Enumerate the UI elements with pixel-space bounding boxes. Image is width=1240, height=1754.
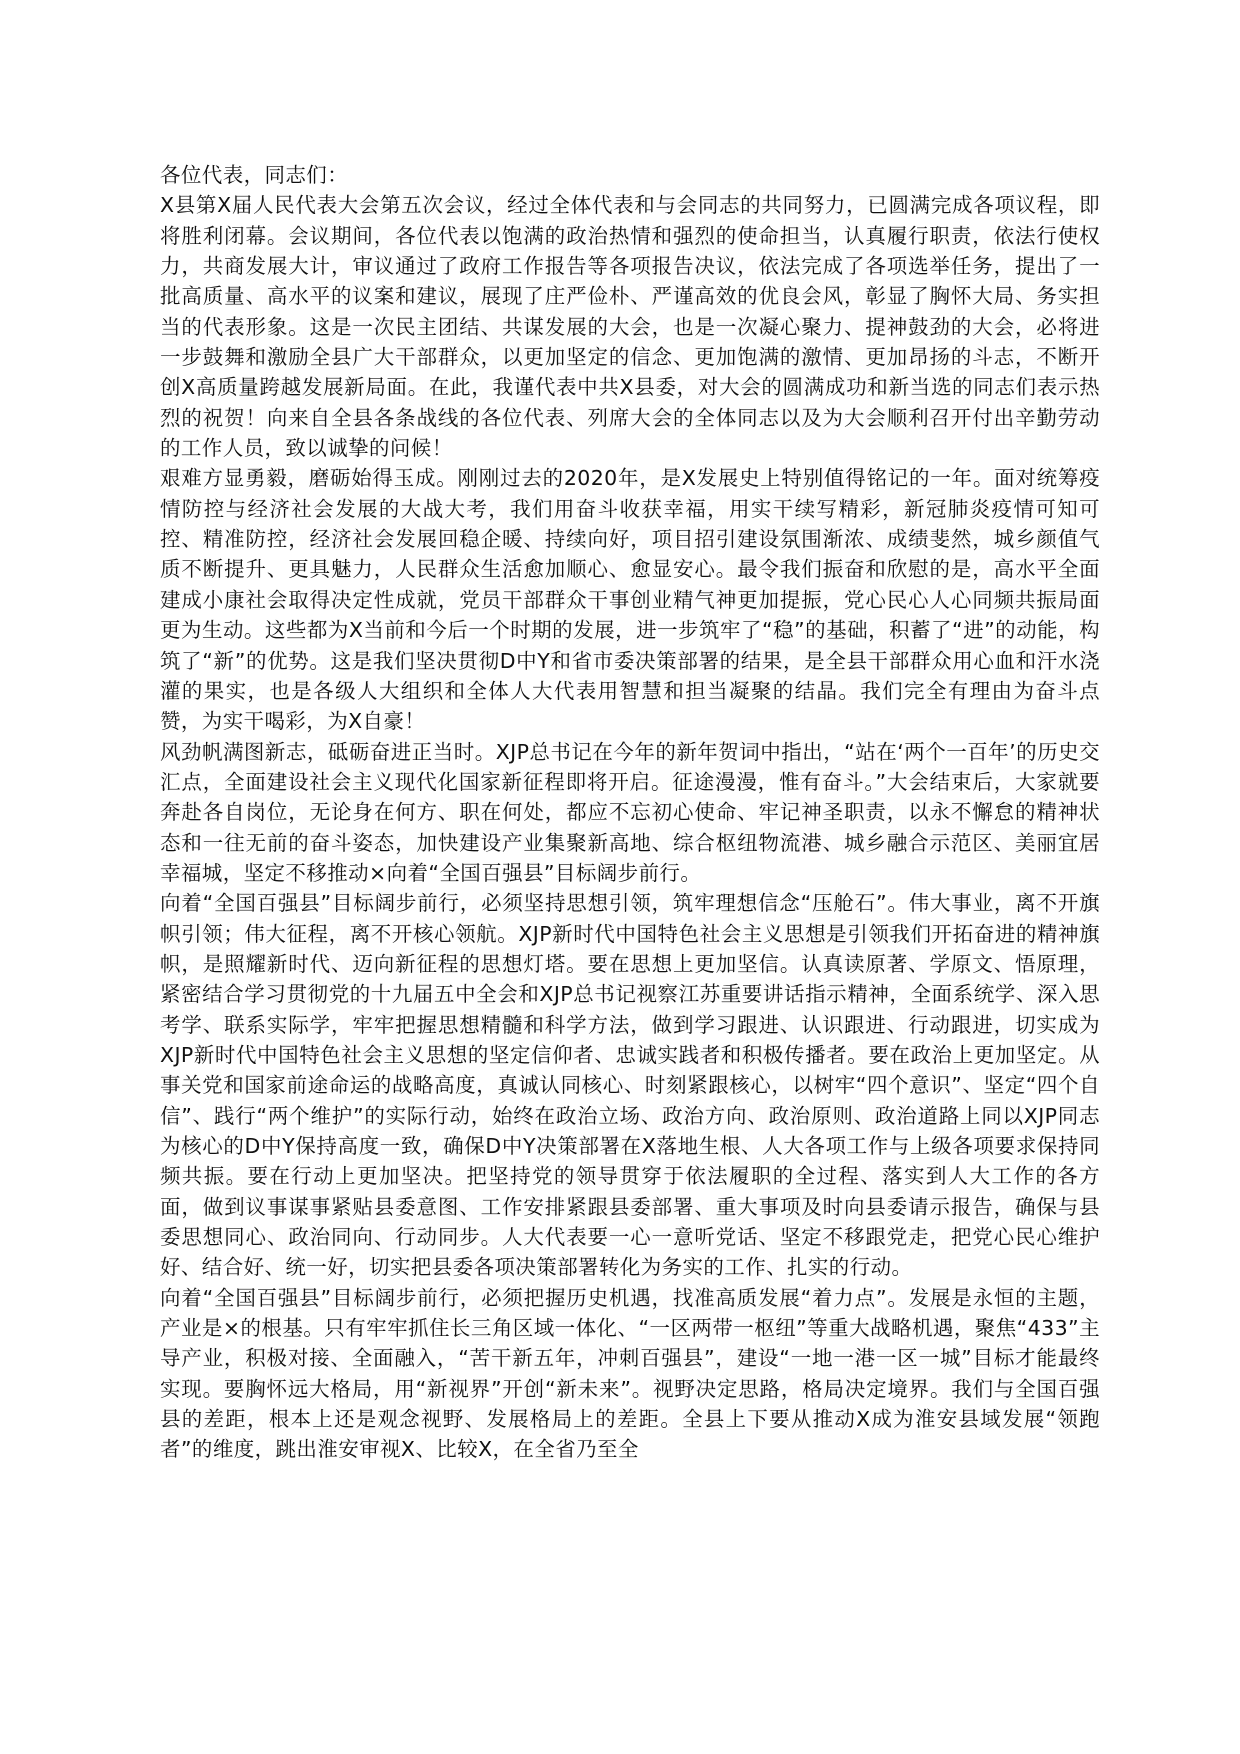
paragraph-ideological-guidance: 向着“全国百强县”目标阔步前行，必须坚持思想引领，筑牢理想信念“压舱石”。伟大事业，离不开旗帜引领；伟大征程，离不开核心领航。XJP新时代中国特色社会主义思想是引领我们开拓奋进的精神旗帜，是照耀新时代、迈向新征程的思想灯塔。要在思想上更加坚信。认真读原著、学原文、悟原理，紧密结合学习贯彻党的十九届五中全会和XJP总书记视察江苏重要讲话指示精神，全面系统学、深入思考学、联系实际学，牢牢把握思想精髓和科学方法，做到学习跟进、认识跟进、行动跟进，切实成为XJP新时代中国特色社会主义思想的坚定信仰者、忠诚实践者和积极传播者。要在政治上更加坚定。从事关党和国家前途命运的战略高度，真诚认同核心、时刻紧跟核心，以树牢“四个意识”、坚定“四个自信”、践行“两个维护”的实际行动，始终在政治立场、政治方向、政治原则、政治道路上同以XJP同志为核心的D中Y保持高度一致，确保D中Y决策部署在X落地生根、人大各项工作与上级各项要求保持同频共振。要在行动上更加坚决。把坚持党的领导贯穿于依法履职的全过程、落实到人大工作的各方面，做到议事谋事紧贴县委意图、工作安排紧跟县委部署、重大事项及时向县委请示报告，确保与县委思想同心、政治同向、行动同步。人大代表要一心一意听党话、坚定不移跟党走，把党心民心维护好、结合好、统一好，切实把县委各项决策部署转化为务实的工作、扎实的行动。 — [160, 891, 1100, 1280]
paragraph-closing-summary: X县第X届人民代表大会第五次会议，经过全体代表和与会同志的共同努力，已圆满完成各项议程，即将胜利闭幕。会议期间，各位代表以饱满的政治热情和强烈的使命担当，认真履行职责，依法行使权力，共商发展大计，审议通过了政府工作报告等各项报告决议，依法完成了各项选举任务，提出了一批高质量、高水平的议案和建议，展现了庄严俭朴、严谨高效的优良会风，彰显了胸怀大局、务实担当的代表形象。这是一次民主团结、共谋发展的大会，也是一次凝心聚力、提神鼓劲的大会，必将进一步鼓舞和激励全县广大干部群众，以更加坚定的信念、更加饱满的激情、更加昂扬的斗志，不断开创X高质量跨越发展新局面。在此，我谨代表中共X县委，对大会的圆满成功和新当选的同志们表示热烈的祝贺！向来自全县各条战线的各位代表、列席大会的全体同志以及为大会顺利召开付出辛勤劳动的工作人员，致以诚挚的问候！ — [160, 193, 1100, 461]
paragraph-historic-opportunity: 向着“全国百强县”目标阔步前行，必须把握历史机遇，找准高质发展“着力点”。发展是永恒的主题，产业是×的根基。只有牢牢抓住长三角区域一体化、“一区两带一枢纽”等重大战略机遇，聚焦“433”主导产业，积极对接、全面融入，“苦干新五年，冲刺百强县”，建设“一地一港一区一城”目标才能最终实现。要胸怀远大格局，用“新视界”开创“新未来”。视野决定思路，格局决定境界。我们与全国百强县的差距，根本上还是观念视野、发展格局上的差距。全县上下要从推动X成为淮安县域发展“领跑者”的维度，跳出淮安审视X、比较X，在全省乃至全 — [160, 1285, 1100, 1462]
document-body — [160, 160, 1100, 1465]
salutation: 各位代表，同志们： — [160, 163, 349, 187]
paragraph-2020-review: 艰难方显勇毅，磨砺始得玉成。刚刚过去的2020年，是X发展史上特别值得铭记的一年。面对统筹疫情防控与经济社会发展的大战大考，我们用奋斗收获幸福，用实干续写精彩，新冠肺炎疫情可知可控、精准防控，经济社会发展回稳企暖、持续向好，项目招引建设氛围渐浓、成绩斐然，城乡颜值气质不断提升、更具魅力，人民群众生活愈加顺心、愈显安心。最令我们振奋和欣慰的是，高水平全面建成小康社会取得决定性成就，党员干部群众干事创业精气神更加提振，党心民心人心同频共振局面更为生动。这些都为X当前和今后一个时期的发展，进一步筑牢了“稳”的基础，积蓄了“进”的动能，构筑了“新”的优势。这是我们坚决贯彻D中Y和省市委决策部署的结果，是全县干部群众用心血和汗水浇灌的果实，也是各级人大组织和全体人大代表用智慧和担当凝聚的结晶。我们完全有理由为奋斗点赞，为实干喝彩，为X自豪！ — [160, 466, 1100, 734]
paragraph-new-journey: 风劲帆满图新志，砥砺奋进正当时。XJP总书记在今年的新年贺词中指出，“站在‘两个一百年’的历史交汇点，全面建设社会主义现代化国家新征程即将开启。征途漫漫，惟有奋斗。”大会结束后，大家就要奔赴各自岗位，无论身在何方、职在何处，都应不忘初心使命、牢记神圣职责，以永不懈怠的精神状态和一往无前的奋斗姿态，加快建设产业集聚新高地、综合枢纽物流港、城乡融合示范区、美丽宜居幸福城，坚定不移推动×向着“全国百强县”目标阔步前行。 — [160, 739, 1100, 885]
